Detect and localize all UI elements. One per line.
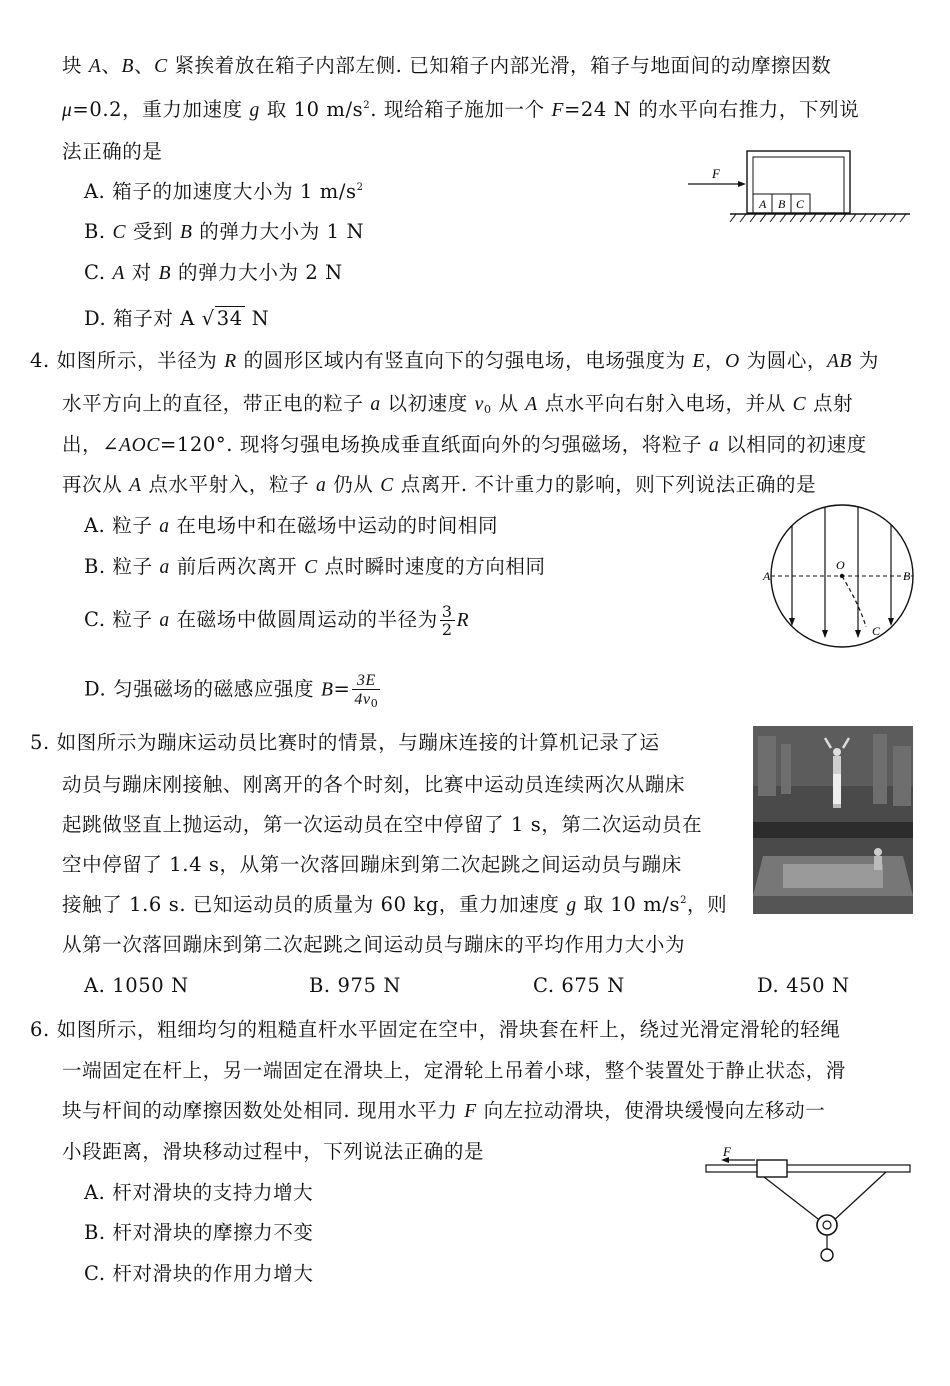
q3-option-b: B. C 受到 B 的弹力大小为 1 N	[84, 220, 365, 243]
q6-line-3: 块与杆间的动摩擦因数处处相同. 现用水平力 F 向左拉动滑块，使滑块缓慢向左移动一	[62, 1099, 826, 1122]
q4-line-3: 出，∠AOC=120°. 现将匀强电场换成垂直纸面向外的匀强磁场，将粒子 a 以相同的初速度	[62, 433, 867, 456]
label-o: O	[836, 558, 845, 572]
q3-line-2: μ=0.2，重力加速度 g 取 10 $m/s^2$. 现给箱子施加一个 F=24 N 的水平向右推力，下列说	[62, 98, 860, 121]
q6-option-c: C. 杆对滑块的作用力增大	[84, 1262, 314, 1285]
q5-line-3: 起跳做竖直上抛运动，第一次运动员在空中停留了 1 s，第二次运动员在	[62, 813, 703, 836]
q5-line-2: 动员与蹦床刚接触、刚离开的各个时刻，比赛中运动员连续两次从蹦床	[62, 773, 686, 796]
q3-option-a: A. 箱子的加速度大小为 1 $m/s^2$	[84, 180, 364, 203]
q5-line-6: 从第一次落回蹦床到第二次起跳之间运动员与蹦床的平均作用力大小为	[62, 933, 686, 956]
slider-block	[757, 1160, 787, 1177]
force-label: F	[712, 166, 720, 181]
box-diagram	[680, 148, 920, 228]
field-lines	[792, 507, 891, 637]
q6-line-1: 6. 如图所示，粗细均匀的粗糙直杆水平固定在空中，滑块套在杆上，绕过光滑定滑轮的轻绳	[30, 1018, 841, 1041]
q5-option-d: D. 450 N	[757, 974, 850, 997]
ground-hatch	[730, 214, 906, 222]
q5-line-1: 5. 如图所示为蹦床运动员比赛时的情景，与蹦床连接的计算机记录了运	[30, 731, 660, 754]
pulley-diagram	[700, 1146, 920, 1266]
q4-line-1: 4. 如图所示，半径为 R 的圆形区域内有竖直向下的匀强电场，电场强度为 E，O 为圆心，AB 为	[30, 349, 879, 372]
oc-path	[842, 576, 866, 627]
pulley-wheel	[817, 1215, 837, 1235]
force-arrowhead	[738, 181, 746, 187]
block-c-label: C	[796, 197, 805, 211]
label-a: A	[763, 569, 771, 583]
q4-line-2: 水平方向上的直径，带正电的粒子 a 以初速度 $v_0$ 从 A 点水平向右射入电场，并从 C 点射	[62, 392, 854, 416]
q6-line-2: 一端固定在杆上，另一端固定在滑块上，定滑轮上吊着小球，整个装置处于静止状态，滑	[62, 1059, 846, 1082]
q4-option-a: A. 粒子 a 在电场中和在磁场中运动的时间相同	[84, 514, 499, 537]
q6-option-a: A. 杆对滑块的支持力增大	[84, 1181, 314, 1204]
block-b-label: B	[778, 197, 786, 211]
q3-line-3: 法正确的是	[62, 140, 163, 163]
ball	[821, 1249, 833, 1261]
q6-option-b: B. 杆对滑块的摩擦力不变	[84, 1221, 314, 1244]
rope-right	[832, 1172, 886, 1222]
pull-force-label: F	[723, 1144, 731, 1159]
label-b: B	[903, 569, 911, 583]
rope-left	[764, 1177, 822, 1222]
q5-option-c: C. 675 N	[533, 974, 625, 997]
q5-option-a: A. 1050 N	[84, 974, 189, 997]
q3-line-1: 块 A、B、C 紧挨着放在箱子内部左侧. 已知箱子内部光滑，箱子与地面间的动摩擦因数	[62, 54, 832, 77]
circle-field-diagram	[762, 510, 922, 660]
q4-option-d: D. 匀强磁场的磁感应强度 B= $\frac{3E}{4v_0}$	[84, 672, 379, 710]
rod	[706, 1165, 910, 1172]
q4-option-b: B. 粒子 a 前后两次离开 C 点时瞬时速度的方向相同	[84, 555, 546, 578]
q5-line-5: 接触了 1.6 s. 已知运动员的质量为 60 kg，重力加速度 g 取 10 $m/s^2$，则	[62, 893, 728, 916]
q4-line-4: 再次从 A 点水平射入，粒子 a 仍从 C 点离开. 不计重力的影响，则下列说法正确的是	[62, 473, 817, 496]
label-c: C	[872, 624, 881, 638]
block-a-label: A	[759, 197, 767, 211]
trampoline-photo	[753, 726, 913, 914]
q5-option-b: B. 975 N	[309, 974, 402, 997]
q4-option-c: C. 粒子 a 在磁场中做圆周运动的半径为 $\frac{3}{2}$ R	[84, 602, 470, 639]
q3-option-c: C. A 对 B 的弹力大小为 2 N	[84, 261, 343, 284]
q3-option-d: D. 箱子对 A √ 34 N	[84, 307, 270, 330]
q6-line-4: 小段距离，滑块移动过程中，下列说法正确的是	[62, 1140, 485, 1163]
q5-line-4: 空中停留了 1.4 s，从第一次落回蹦床到第二次起跳之间运动员与蹦床	[62, 853, 682, 876]
